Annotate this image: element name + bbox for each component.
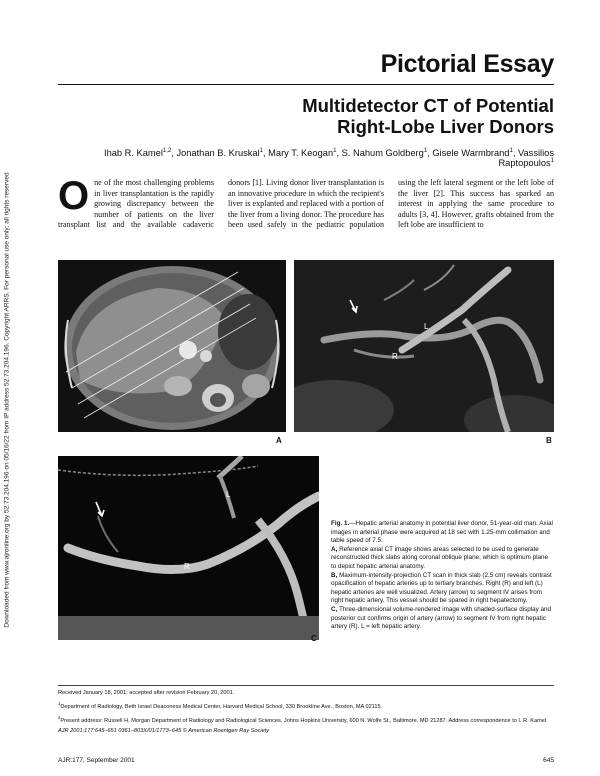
figure-c-label-left-artery: L (226, 490, 231, 499)
figure-a-axial-ct (58, 260, 286, 432)
caption-a-key: A, (331, 545, 338, 553)
author-affiliation: 1 (333, 148, 337, 154)
body-text: ne of the most challenging problems in liver transplantation is the rapidly growing discrepancy between the number of patients on the liver transplant list and the available cadaveric donors [1]. Living donor liver transplantation is an innovative procedure in which the recipient's liver is explanted and replaced with a portion of the liver from a living donor. The procedure has been used safely in the pediatric population using the left lateral segment or the left lobe of the liver [2]. This success has sparked an interest in applying the same procedure to adults [3, 4]. However, grafts obtained from the left lobe are insufficient to (58, 178, 554, 230)
article-body (58, 178, 554, 260)
figure-b-image (294, 260, 554, 432)
footnote-2 (58, 714, 554, 725)
caption-c-text: Three-dimensional volume-rendered image with shaded-surface display and posterior cut confirms origin of artery (arrow) to segment IV from right hepatic artery (R). L = left hepatic artery. (331, 605, 552, 631)
article-title-line-2: Right-Lobe Liver Donors (337, 116, 554, 137)
caption-b-key: B, (331, 571, 338, 579)
author-affiliation: 1 (550, 158, 554, 165)
figure-c-image (58, 456, 319, 640)
footnote-2-marker: 2 (58, 715, 61, 721)
figure-b-label-left-artery: L (424, 322, 429, 331)
section-title: Pictorial Essay (380, 50, 554, 78)
author: Mary T. Keogan (268, 148, 334, 159)
caption-a-text: Reference axial CT image shows areas selected to be used to generate reconstructed thick slabs along coronal oblique plane, which is optimum plane to depict hepatic arterial anatomy. (331, 545, 549, 570)
caption-a (331, 546, 555, 572)
caption-heading: Fig. 1. (331, 520, 350, 527)
caption-intro (331, 520, 555, 546)
caption-b-text: Maximum-intensity-projection CT scan in thick slab (2.5 cm) reveals contrast opacification of hepatic arteries up to tertiary branches. Right (R) and left (L) hepatic arteries are well visualized. Artery (arrow) to segment IV arises from right hepatic artery. This vessel should be spared in right hepatectomy. (331, 571, 552, 605)
author: Jonathan B. Kruskal (176, 148, 260, 159)
caption-c (331, 606, 555, 632)
figure-c-label: C (311, 634, 317, 643)
received-date: Received January 18, 2001; accepted after revision February 20, 2001. (58, 690, 235, 696)
author-affiliation: 1 (509, 148, 513, 154)
author-affiliation: 1,2 (162, 148, 172, 154)
author: Ihab R. Kamel (104, 148, 163, 159)
citation: AJR 2001;177:645–651 0361–803X/01/1773–645 © American Roentgen Ray Society (58, 728, 270, 734)
figure-a-label: A (276, 436, 282, 445)
download-watermark (2, 140, 12, 660)
footnotes (58, 690, 554, 738)
footnote-1-text: Department of Radiology, Beth Israel Deaconess Medical Center, Harvard Medical School, 330 Brookline Ave., Boston, MA 02115. (60, 703, 383, 710)
drop-cap: O (58, 178, 90, 218)
caption-intro-text: —Hepatic arterial anatomy in potential liver donor, 51-year-old man. Axial images in arterial phase were acquired at 18 sec with 1.25-mm collimation and table speed of 7.5. (331, 520, 553, 545)
author-affiliation: 1 (259, 148, 263, 154)
author-affiliation: 1 (423, 148, 428, 154)
article-title (134, 95, 554, 137)
download-watermark-text: Downloaded from www.ajronline.org by 52.73.204.196 on 05/16/22 from IP address 52.73.204.196. Copyright ARRS. For personal use only; all rights reserved (3, 172, 11, 628)
figure-a-image (58, 260, 286, 432)
figure-b-label: B (546, 436, 552, 445)
caption-b (331, 572, 555, 606)
journal-footer: AJR:177, September 2001 (58, 757, 135, 764)
figure-b-mip (294, 260, 554, 432)
caption-c-key: C, (331, 605, 338, 613)
figure-c-label-right-artery: R (184, 562, 190, 571)
figure-c-volume-rendered (58, 456, 319, 640)
footnote-2-text: Present address: Russell H. Morgan Department of Radiology and Radiological Sciences, Johns Hopkins University, 600 N. Wolfe St., Baltimore, MD 21287. Address correspondence to I. R. Kamel. (60, 717, 548, 724)
author: Vassilios Raptopoulos (498, 148, 554, 169)
page-number: 645 (543, 757, 554, 764)
footnote-1 (58, 700, 554, 711)
header-rule (58, 84, 554, 85)
footnote-rule (58, 685, 554, 686)
figure-b-label-right-artery: R (392, 352, 398, 361)
author: S. Nahum Goldberg (341, 148, 424, 159)
author-list: Ihab R. Kamel$^{1,2}$, Jonathan B. Kruskal$^1$, Mary T. Keogan$^1$, S. Nahum Goldberg$^1$, Gisele Warmbrand$^1$, Vassilios Raptopoulos$^1$ (104, 148, 554, 169)
footnote-1-marker: 1 (58, 701, 61, 707)
figure-caption (331, 520, 555, 632)
article-title-line-1: Multidetector CT of Potential (302, 95, 554, 116)
author: Gisele Warmbrand (432, 148, 510, 159)
